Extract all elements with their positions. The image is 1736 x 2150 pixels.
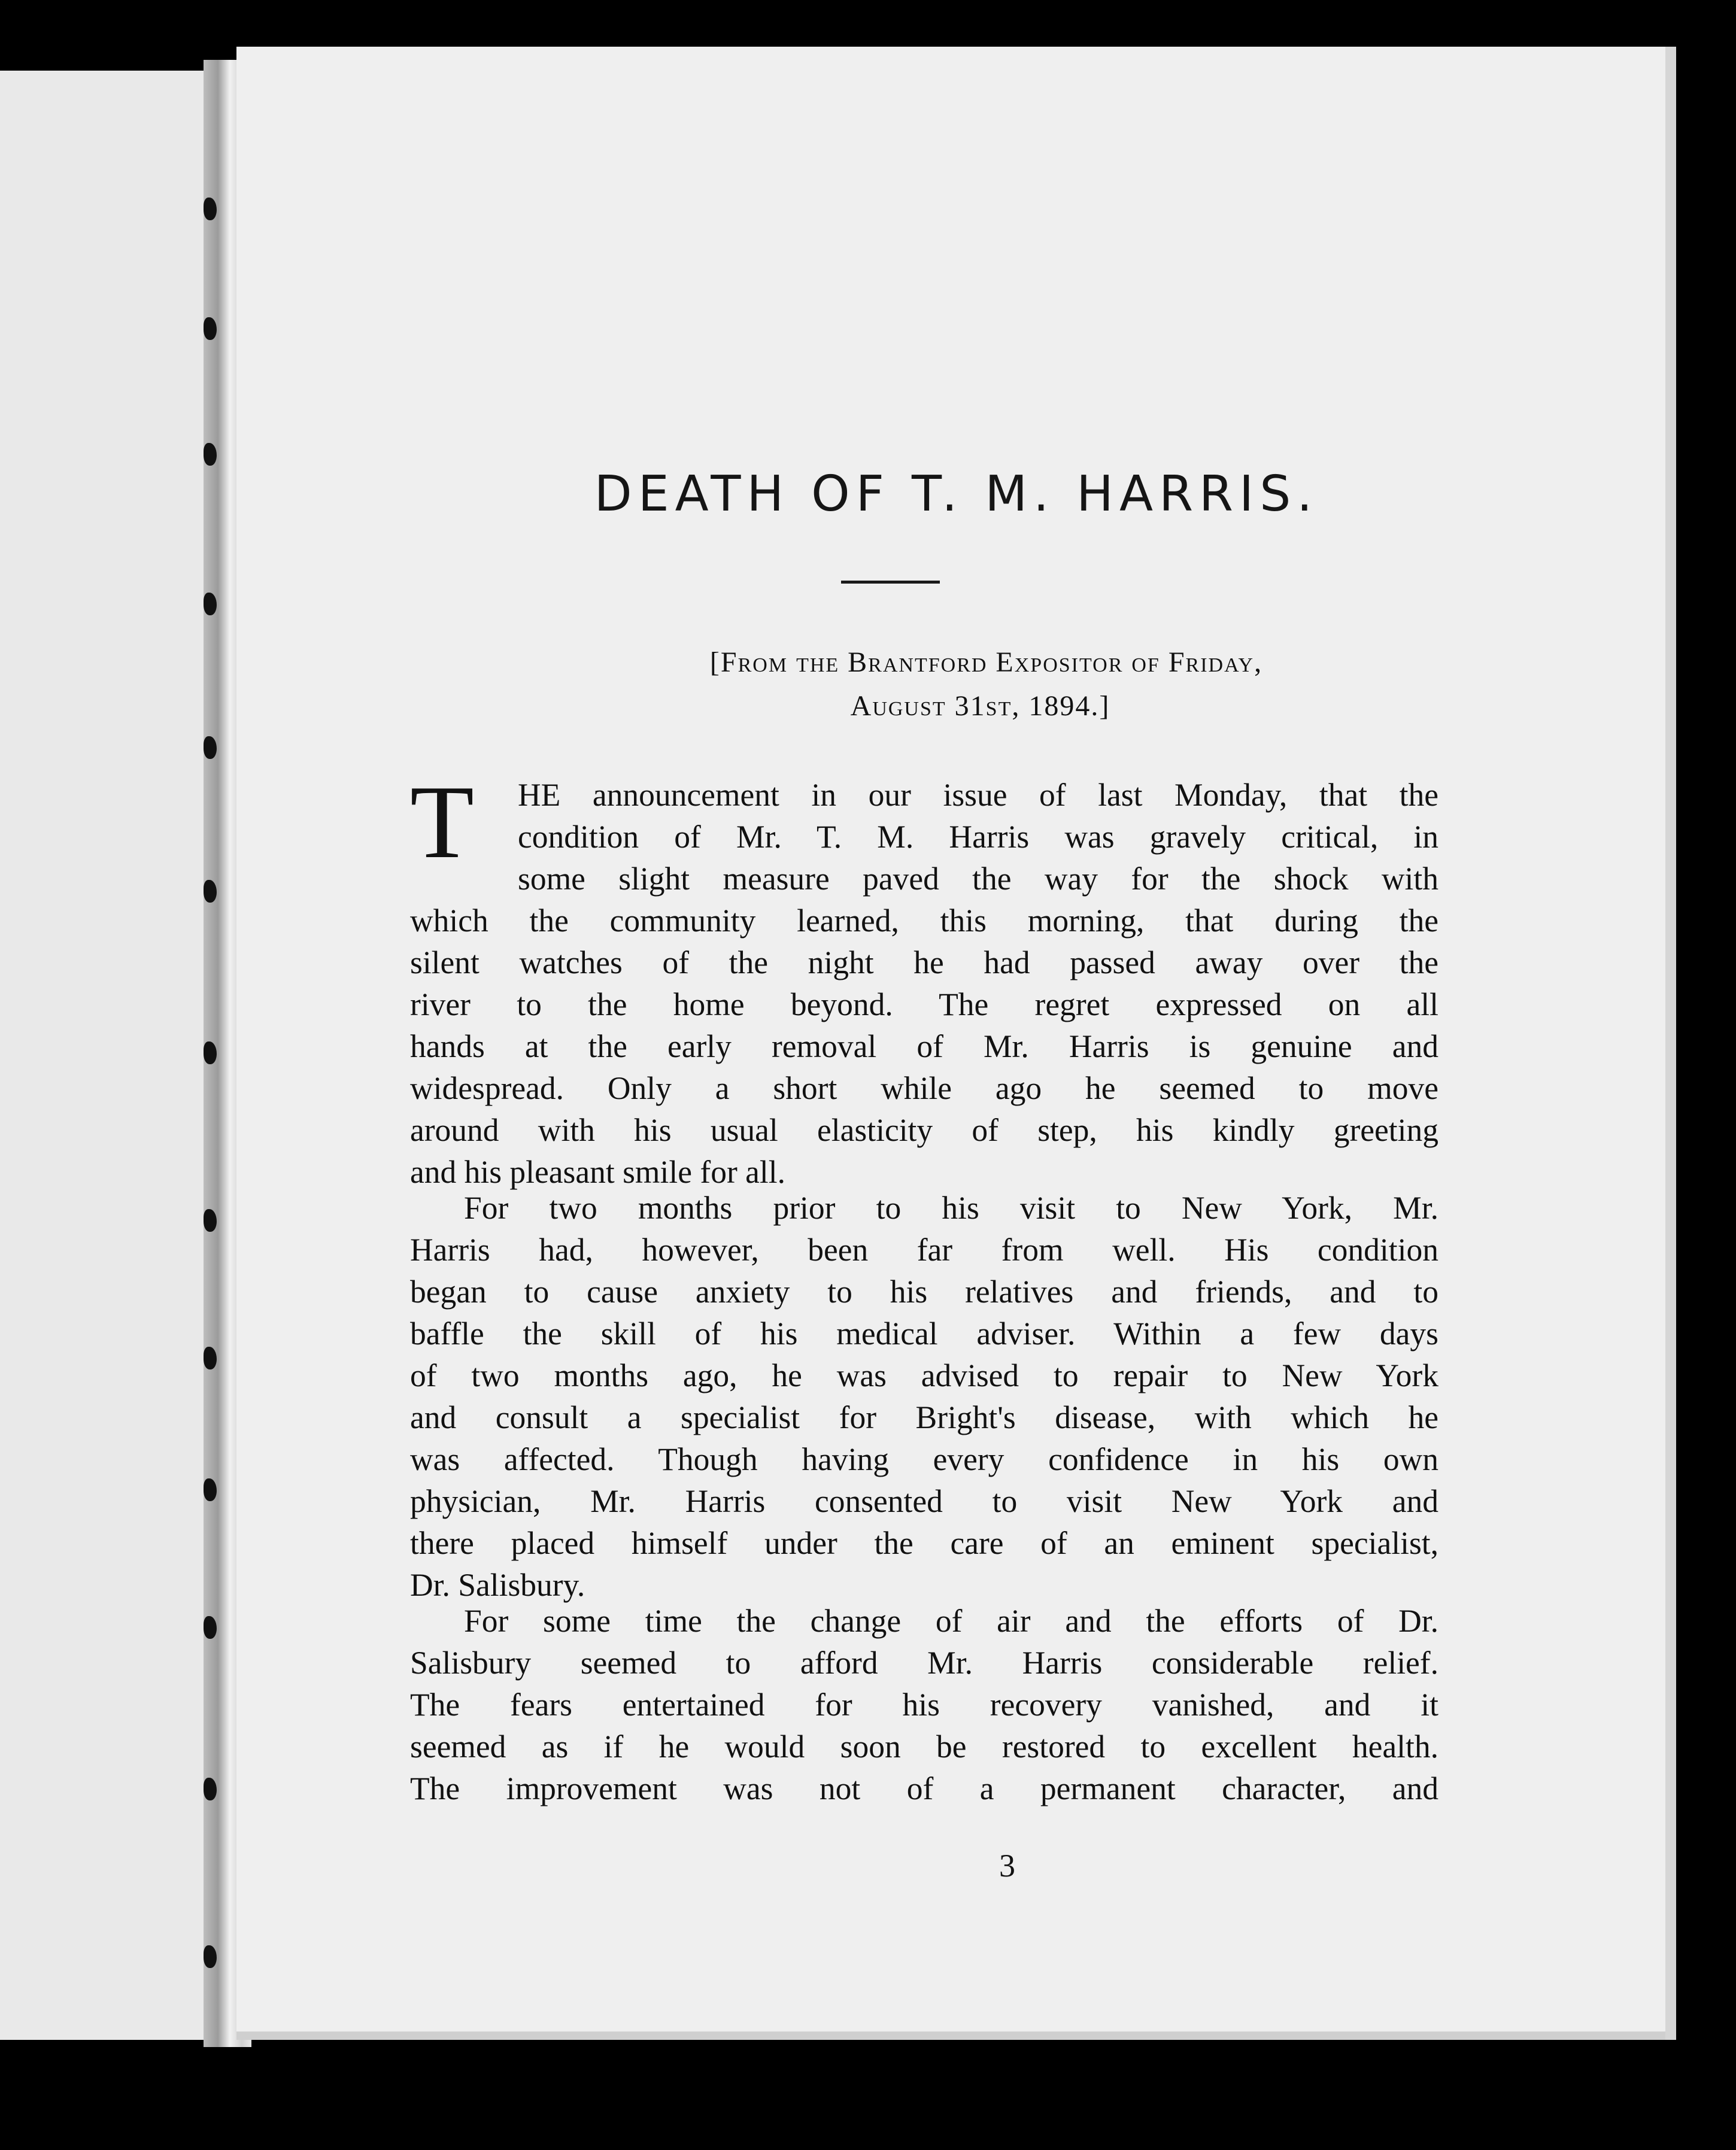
paragraph-1 xyxy=(410,764,1438,1193)
binding-mark xyxy=(204,1616,217,1639)
binding-mark xyxy=(204,1778,217,1800)
left-page xyxy=(0,71,210,2040)
text-line: The improvement was not of a permanent character, and xyxy=(410,1771,1438,1806)
text-line: of two months ago, he was advised to repair to New York xyxy=(410,1358,1438,1393)
text-line: Salisbury seemed to afford Mr. Harris considerable relief. xyxy=(410,1645,1438,1681)
binding-mark xyxy=(204,593,217,615)
text-line: For two months prior to his visit to New York, Mr. xyxy=(464,1190,1438,1226)
binding-mark xyxy=(204,1945,217,1968)
right-page xyxy=(236,47,1676,2040)
source-line-1: [From the Brantford Expositor of Friday, xyxy=(709,646,1263,678)
binding-mark xyxy=(204,1209,217,1232)
text-line: Harris had, however, been far from well. His condition xyxy=(410,1232,1438,1268)
text-line: and his pleasant smile for all. xyxy=(410,1154,785,1190)
binding-mark xyxy=(204,1347,217,1369)
text-line: there placed himself under the care of an eminent specialist, xyxy=(410,1525,1438,1561)
text-line: was affected. Though having every confidence in his own xyxy=(410,1441,1438,1477)
text-line: The fears entertained for his recovery vanished, and it xyxy=(410,1687,1438,1723)
text-line: hands at the early removal of Mr. Harris is genuine and xyxy=(410,1028,1438,1064)
text-line: Dr. Salisbury. xyxy=(410,1567,585,1603)
paragraph-3 xyxy=(410,1600,1438,1809)
text-line: began to cause anxiety to his relatives and friends, and to xyxy=(410,1274,1438,1310)
binding-mark xyxy=(204,736,217,759)
page-number: 3 xyxy=(999,1848,1015,1884)
title-rule xyxy=(841,581,940,584)
text-line: For some time the change of air and the efforts of Dr. xyxy=(464,1603,1438,1639)
source-line-2: August 31st, 1894.] xyxy=(850,690,1110,722)
binding-mark xyxy=(204,880,217,903)
binding-mark xyxy=(204,198,217,220)
text-line: HE announcement in our issue of last Monday, that the xyxy=(518,777,1438,813)
text-line: some slight measure paved the way for the shock with xyxy=(518,861,1438,897)
text-line: around with his usual elasticity of step, his kindly greeting xyxy=(410,1112,1438,1148)
page-title: DEATH OF T. M. HARRIS. xyxy=(594,466,1319,523)
text-line: physician, Mr. Harris consented to visit New York and xyxy=(410,1483,1438,1519)
text-line: which the community learned, this morning, that during the xyxy=(410,903,1438,939)
text-line: and consult a specialist for Bright's disease, with which he xyxy=(410,1399,1438,1435)
binding-mark xyxy=(204,1041,217,1064)
text-line: condition of Mr. T. M. Harris was gravely critical, in xyxy=(518,819,1438,855)
text-line: silent watches of the night he had passed away over the xyxy=(410,945,1438,980)
text-line: seemed as if he would soon be restored to excellent health. xyxy=(410,1729,1438,1765)
text-line: widespread. Only a short while ago he seemed to move xyxy=(410,1070,1438,1106)
paragraph-2 xyxy=(410,1187,1438,1606)
text-line: baffle the skill of his medical adviser. Within a few days xyxy=(410,1316,1438,1352)
binding-mark xyxy=(204,317,217,340)
drop-cap: T xyxy=(410,764,474,880)
text-line: river to the home beyond. The regret expressed on all xyxy=(410,986,1438,1022)
binding-mark xyxy=(204,1478,217,1501)
binding-mark xyxy=(204,443,217,466)
